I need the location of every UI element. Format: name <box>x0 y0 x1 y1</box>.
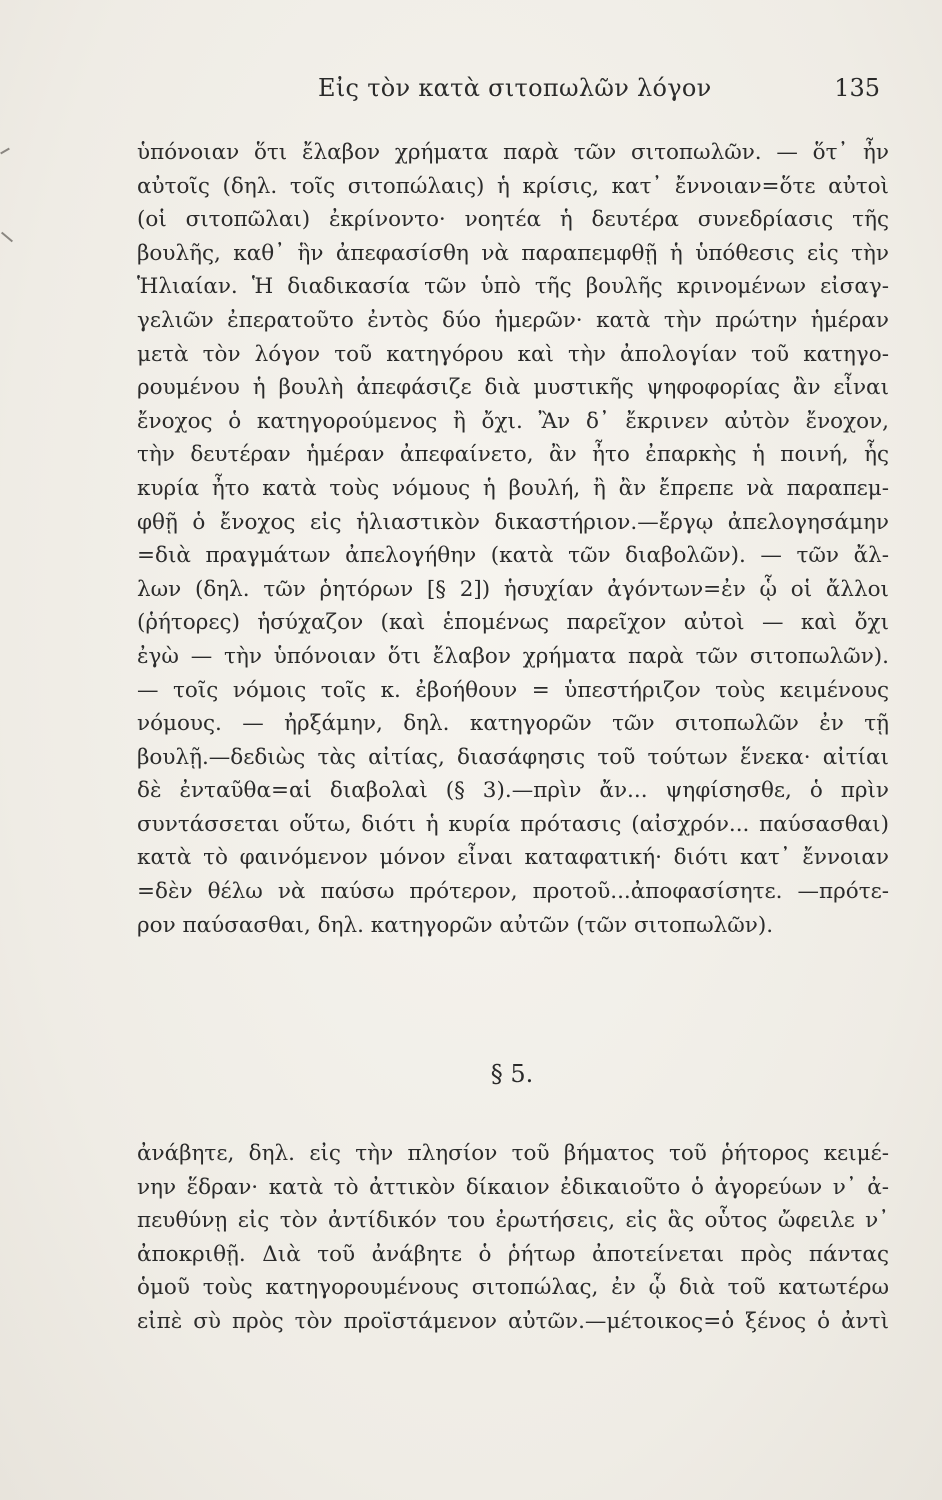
text-line: αὐτοῖς (δηλ. τοῖς σιτοπώλαις) ἡ κρίσις, κατ᾽ ἔννοιαν=ὅτε αὐτοὶ <box>137 173 889 199</box>
text-line: ρουμένου ἡ βουλὴ ἀπεφάσιζε διὰ μυστικῆς ψηφοφορίας ἂν εἶναι <box>137 375 889 401</box>
section-heading <box>0 1060 942 1088</box>
text-line: νην ἕδραν· κατὰ τὸ ἀττικὸν δίκαιον ἐδικαιοῦτο ὁ ἀγορεύων ν᾽ ἀ- <box>137 1174 889 1200</box>
running-header <box>140 74 880 108</box>
margin-mark <box>0 148 10 155</box>
text-line: φθῇ ὁ ἔνοχος εἰς ἡλιαστικὸν δικαστήριον.—ἔργῳ ἀπελογησάμην <box>137 509 889 535</box>
text-line: βουλῇ.—δεδιὼς τὰς αἰτίας, διασάφησις τοῦ τούτων ἕνεκα· αἰτίαι <box>137 744 889 770</box>
text-line: κατὰ τὸ φαινόμενον μόνον εἶναι καταφατική· διότι κατ᾽ ἔννοιαν <box>137 845 889 871</box>
text-line: ὁμοῦ τοὺς κατηγορουμένους σιτοπώλας, ἐν ᾧ διὰ τοῦ κατωτέρω <box>137 1275 889 1301</box>
text-line: εἰπὲ σὺ πρὸς τὸν προϊστάμενον αὐτῶν.—μέτοικος=ὁ ξένος ὁ ἀντὶ <box>137 1308 889 1334</box>
text-line: ἐγὼ — τὴν ὑπόνοιαν ὅτι ἔλαβον χρήματα παρὰ τῶν σιτοπωλῶν). <box>137 643 889 669</box>
text-line: βουλῆς, καθ᾽ ἣν ἀπεφασίσθη νὰ παραπεμφθῇ ἡ ὑπόθεσις εἰς τὴν <box>137 240 889 266</box>
text-line: ὑπόνοιαν ὅτι ἔλαβον χρήματα παρὰ τῶν σιτοπωλῶν. — ὅτ᾽ ἦν <box>137 140 889 165</box>
text-line: πευθύνῃ εἰς τὸν ἀντίδικόν του ἐρωτήσεις, εἰς ἃς οὗτος ὤφειλε ν᾽ <box>137 1208 889 1234</box>
text-line: μετὰ τὸν λόγον τοῦ κατηγόρου καὶ τὴν ἀπολογίαν τοῦ κατηγο- <box>137 341 889 367</box>
text-line: λων (δηλ. τῶν ῥητόρων [§ 2]) ἡσυχίαν ἀγόντων=ἐν ᾧ οἱ ἄλλοι <box>137 576 889 602</box>
text-line: =διὰ πραγμάτων ἀπελογήθην (κατὰ τῶν διαβολῶν). — τῶν ἄλ- <box>137 543 889 569</box>
text-line: (ῥήτορες) ἡσύχαζον (καὶ ἑπομένως παρεῖχον αὐτοὶ — καὶ ὄχι <box>137 610 889 636</box>
text-line: δὲ ἐνταῦθα=αἱ διαβολαὶ (§ 3).—πρὶν ἄν... ψηφίσησθε, ὁ πρὶν <box>137 778 889 804</box>
text-line: ἀποκριθῇ. Διὰ τοῦ ἀνάβητε ὁ ῥήτωρ ἀποτείνεται πρὸς πάντας <box>137 1241 889 1267</box>
commentary-block-1 <box>137 136 889 942</box>
page-number: 135 <box>834 74 880 102</box>
text-line: (οἱ σιτοπῶλαι) ἐκρίνοντο· νοητέα ἡ δευτέρα συνεδρίασις τῆς <box>137 207 889 233</box>
text-line: ἔνοχος ὁ κατηγορούμενος ἢ ὄχι. Ἂν δ᾽ ἔκρινεν αὐτὸν ἔνοχον, <box>137 408 889 434</box>
text-line: =δὲν θέλω νὰ παύσω πρότερον, προτοῦ...ἀποφασίσητε. —πρότε- <box>137 879 889 905</box>
margin-mark <box>1 232 13 243</box>
text-line: — τοῖς νόμοις τοῖς κ. ἐβοήθουν = ὑπεστήριζον τοὺς κειμένους <box>137 677 889 703</box>
text-line: κυρία ἦτο κατὰ τοὺς νόμους ἡ βουλή, ἢ ἂν ἔπρεπε νὰ παραπεμ- <box>137 475 889 501</box>
text-line: ἀνάβητε, δηλ. εἰς τὴν πλησίον τοῦ βήματος τοῦ ῥήτορος κειμέ- <box>137 1141 889 1166</box>
text-line: Ἡλιαίαν. Ἡ διαδικασία τῶν ὑπὸ τῆς βουλῆς κρινομένων εἰσαγ- <box>137 274 889 300</box>
commentary-block-2 <box>137 1137 889 1339</box>
text-line: τὴν δευτέραν ἡμέραν ἀπεφαίνετο, ἂν ἦτο ἐπαρκὴς ἡ ποινή, ἧς <box>137 442 889 468</box>
text-line: ρον παύσασθαι, δηλ. κατηγορῶν αὐτῶν (τῶν σιτοπωλῶν). <box>137 912 774 938</box>
running-title: Εἰς τὸν κατὰ σιτοπωλῶν λόγον <box>318 74 712 102</box>
text-line: γελιῶν ἐπερατοῦτο ἐντὸς δύο ἡμερῶν· κατὰ τὴν πρώτην ἡμέραν <box>137 307 889 333</box>
text-line: συντάσσεται οὕτω, διότι ἡ κυρία πρότασις (αἰσχρόν... παύσασθαι) <box>137 811 889 837</box>
text-line: νόμους. — ἠρξάμην, δηλ. κατηγορῶν τῶν σιτοπωλῶν ἐν τῇ <box>137 711 889 737</box>
section-number: § 5. <box>490 1060 534 1088</box>
